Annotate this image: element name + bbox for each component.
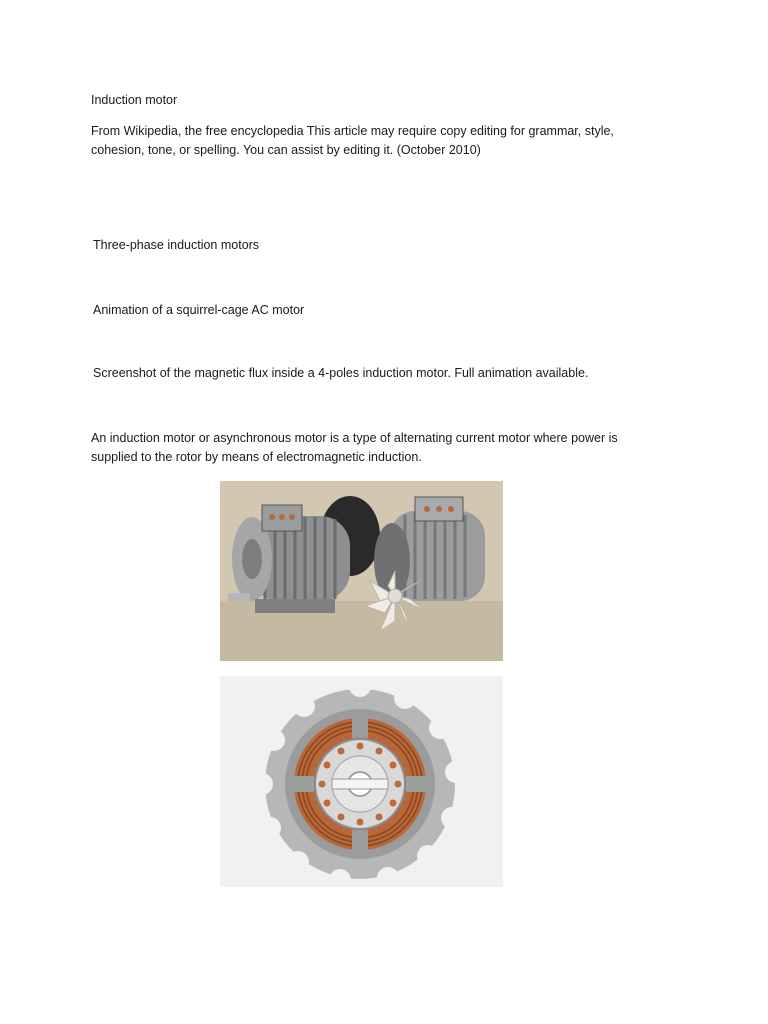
stator-cutaway-illustration <box>220 676 503 887</box>
stator-cutaway-diagram <box>220 676 503 887</box>
motors-photo-illustration <box>220 481 503 661</box>
body-paragraph: An induction motor or asynchronous motor is a type of alternating current motor where power is supplied to the rotor by means of electromagnetic induction. <box>91 431 618 464</box>
rotor <box>315 739 405 829</box>
caption-squirrel-cage-animation: Animation of a squirrel-cage AC motor <box>93 303 305 317</box>
intro-paragraph: From Wikipedia, the free encyclopedia This article may require copy editing for grammar, style, cohesion, tone, or spelling. You can assist by editing it. (October 2010) <box>91 124 614 157</box>
caption-magnetic-flux: Screenshot of the magnetic flux inside a 4-poles induction motor. Full animation available. <box>93 366 589 380</box>
caption-three-phase-motors: Three-phase induction motors <box>93 238 260 252</box>
page-title: Induction motor <box>91 93 178 107</box>
motors-photo <box>220 481 503 661</box>
